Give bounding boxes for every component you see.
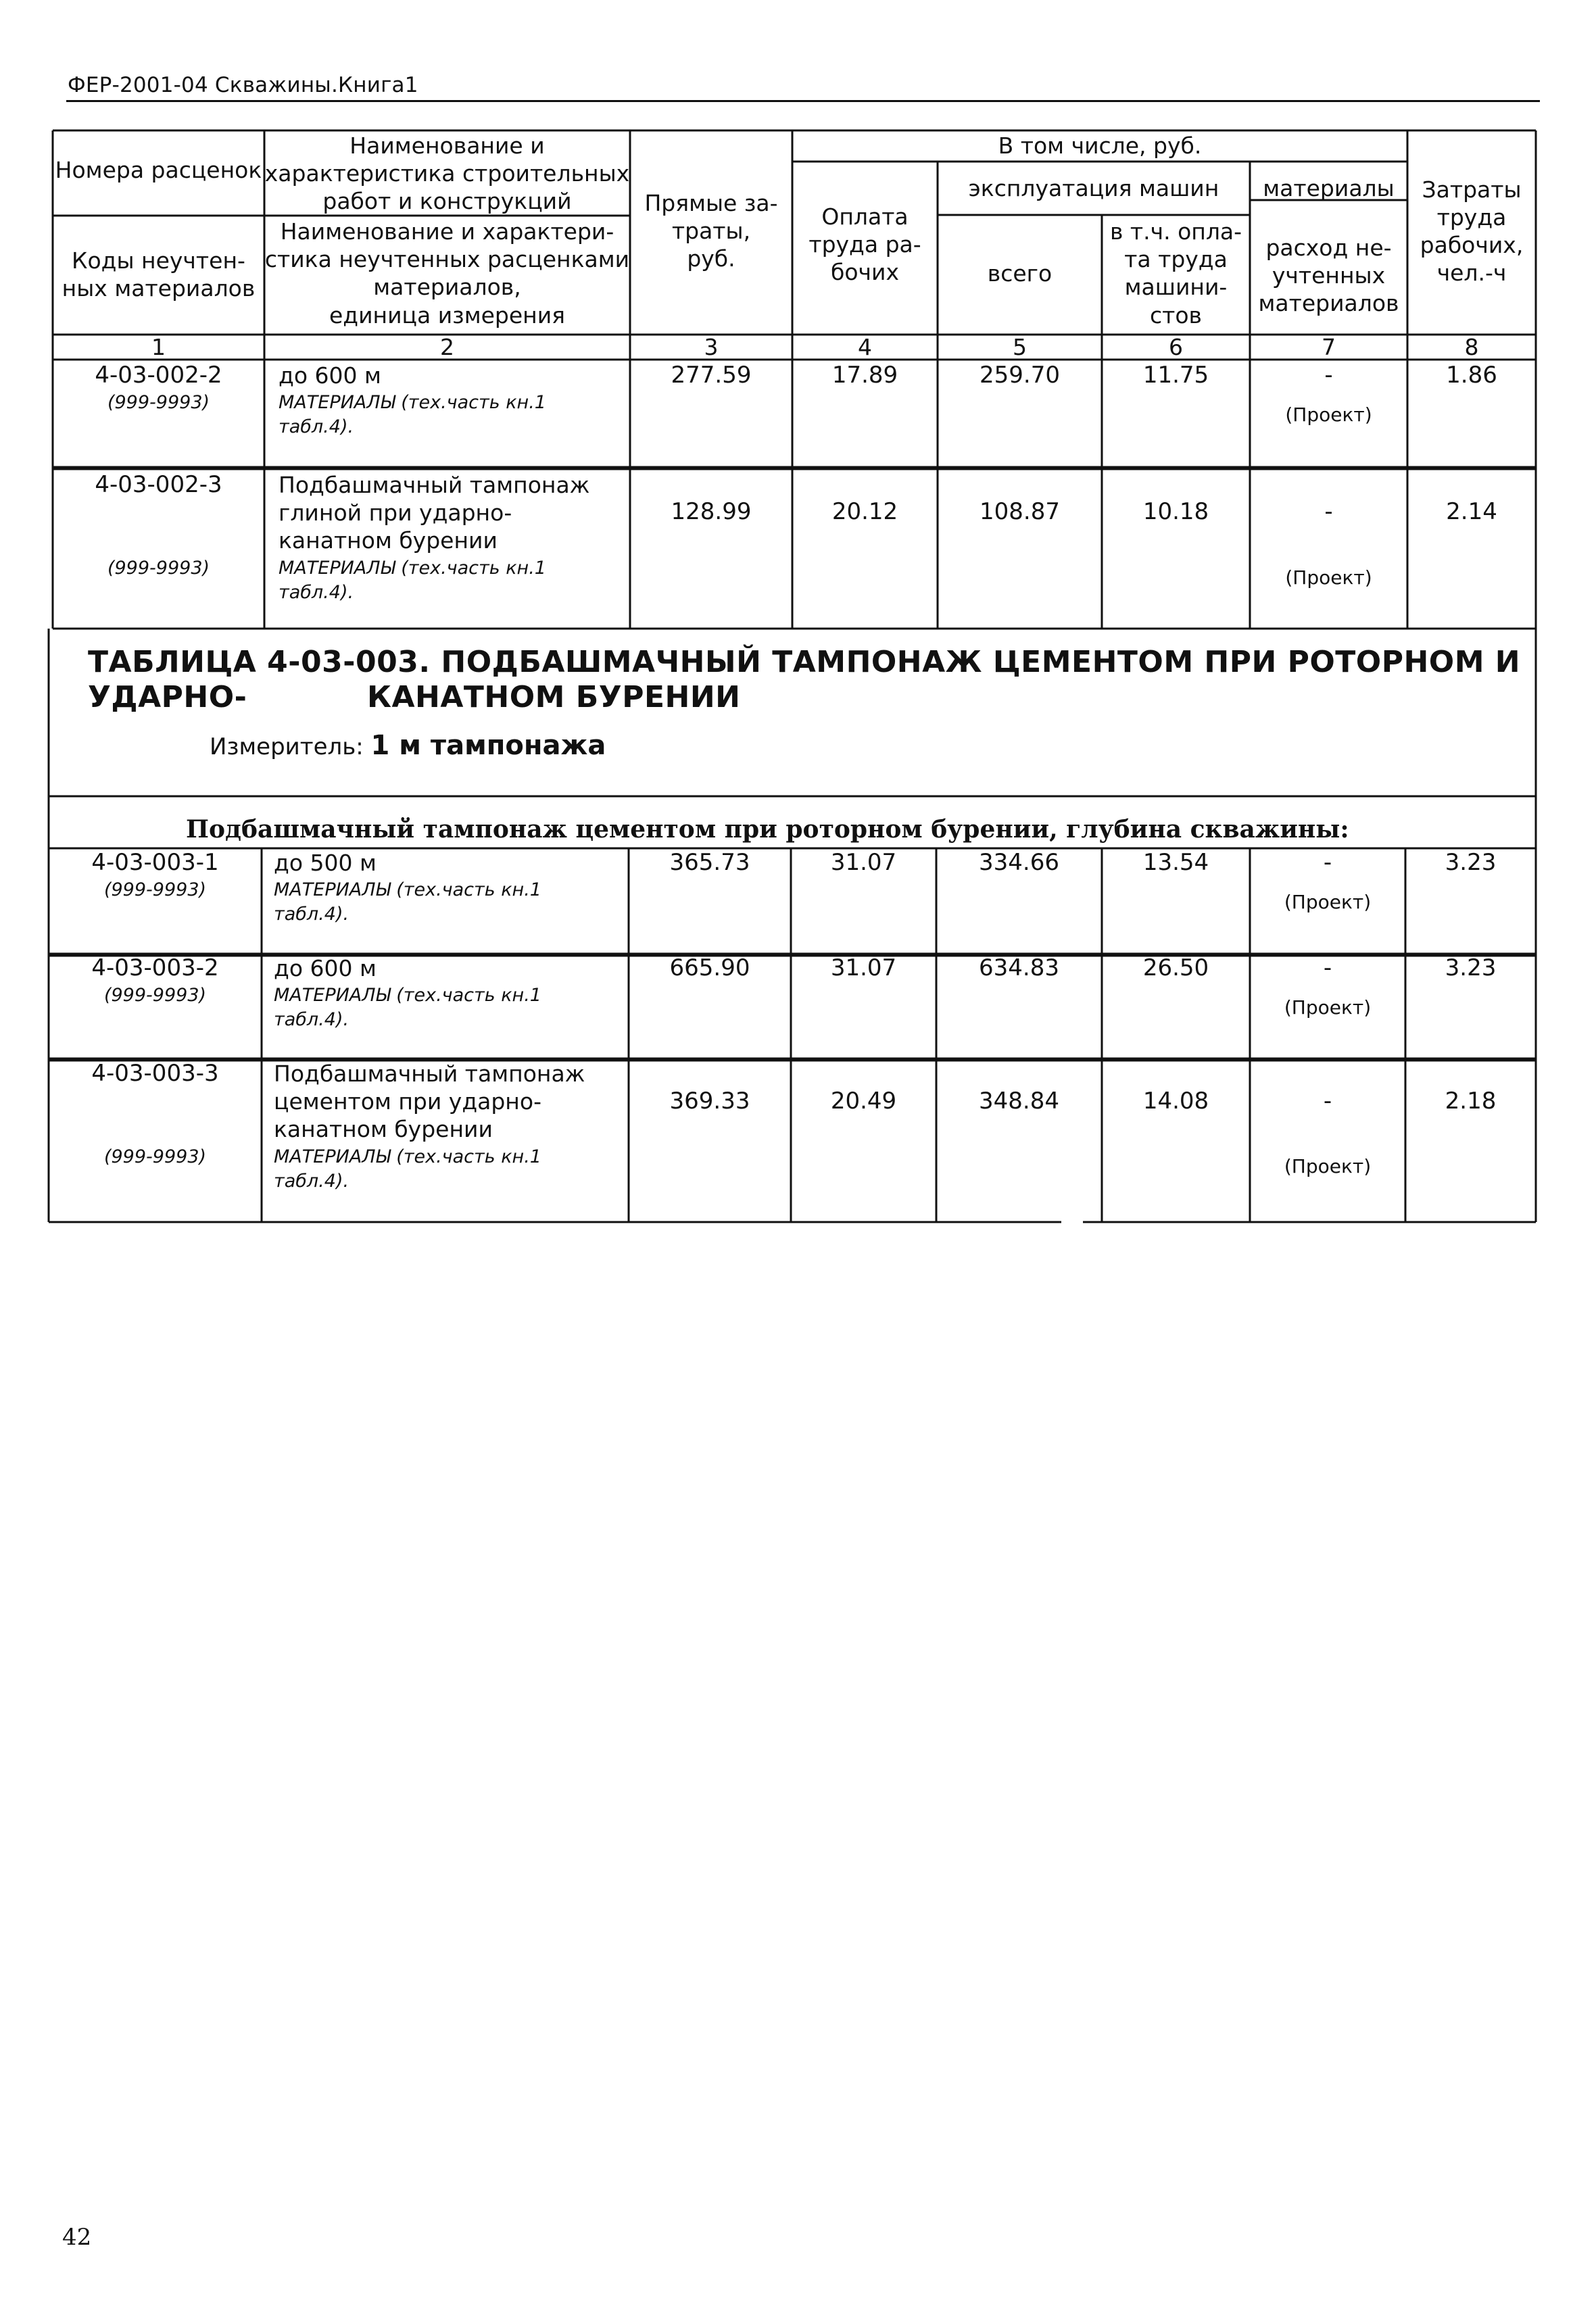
rate-code: 4-03-002-2 xyxy=(95,362,222,389)
materials-project-note: (Проект) xyxy=(1285,566,1372,589)
header-labor-pay-line1: Оплата xyxy=(821,203,909,230)
header-material-codes-line2: ных материалов xyxy=(62,275,256,301)
work-name: до 500 м xyxy=(274,850,377,876)
materials-note: табл.4). xyxy=(279,582,354,603)
work-name: глиной при ударно- xyxy=(279,499,512,526)
work-name: цементом при ударно- xyxy=(274,1088,541,1115)
materials-project-note: (Проект) xyxy=(1284,891,1372,913)
rate-code: 4-03-003-1 xyxy=(91,849,219,876)
direct-costs-value: 277.59 xyxy=(671,362,752,389)
column-number: 6 xyxy=(1169,334,1183,360)
materials-project-note: (Проект) xyxy=(1284,996,1372,1019)
labor-pay-value: 31.07 xyxy=(830,954,897,981)
labor-hours-value: 3.23 xyxy=(1445,954,1497,981)
machines-total-value: 634.83 xyxy=(979,954,1059,981)
machines-total-value: 348.84 xyxy=(979,1088,1059,1115)
column-number: 8 xyxy=(1464,334,1479,360)
header-machines-total: всего xyxy=(987,260,1053,287)
material-code: (999-9993) xyxy=(103,1146,207,1167)
header-machinists-line4: стов xyxy=(1149,302,1202,328)
materials-dash: - xyxy=(1324,362,1333,389)
labor-hours-value: 1.86 xyxy=(1446,362,1497,389)
header-material-name-line2: стика неучтенных расценками xyxy=(264,246,630,272)
material-code: (999-9993) xyxy=(103,879,207,900)
materials-note: МАТЕРИАЛЫ (тех.часть кн.1 xyxy=(279,558,546,579)
material-code: (999-9993) xyxy=(107,558,210,579)
labor-hours-value: 3.23 xyxy=(1445,849,1497,876)
header-machinists-line2: та труда xyxy=(1124,246,1228,272)
header-rate-numbers: Номера расценок xyxy=(55,157,262,183)
labor-hours-value: 2.18 xyxy=(1445,1088,1497,1115)
machinists-value: 10.18 xyxy=(1142,498,1209,525)
labor-pay-value: 31.07 xyxy=(830,849,897,876)
materials-dash: - xyxy=(1323,954,1332,981)
table-title-line2: КАНАТНОМ БУРЕНИИ xyxy=(367,680,741,714)
materials-note: табл.4). xyxy=(274,1009,349,1030)
page-number: 42 xyxy=(62,2224,92,2251)
header-labor-pay-line2: труда ра- xyxy=(808,231,921,258)
header-including-group: В том числе, руб. xyxy=(998,132,1202,159)
header-material-name-line1: Наименование и характери- xyxy=(280,218,614,245)
header-machines-group: эксплуатация машин xyxy=(968,175,1219,201)
rate-code: 4-03-003-2 xyxy=(91,954,219,981)
header-labor-hours-line3: рабочих, xyxy=(1420,232,1524,258)
rate-code: 4-03-003-3 xyxy=(91,1060,219,1087)
work-name: канатном бурении xyxy=(274,1116,493,1142)
materials-note: МАТЕРИАЛЫ (тех.часть кн.1 xyxy=(274,879,541,900)
materials-note: табл.4). xyxy=(279,416,354,437)
materials-project-note: (Проект) xyxy=(1284,1155,1372,1177)
labor-pay-value: 20.12 xyxy=(831,498,898,525)
header-labor-hours-line2: труда xyxy=(1436,204,1507,230)
materials-note: МАТЕРИАЛЫ (тех.часть кн.1 xyxy=(274,985,541,1006)
header-work-name-line2: характеристика строительных xyxy=(264,160,630,187)
machinists-value: 14.08 xyxy=(1142,1088,1209,1115)
machines-total-value: 334.66 xyxy=(979,849,1059,876)
materials-dash: - xyxy=(1323,1088,1332,1115)
unit-value: 1 м тампонажа xyxy=(370,730,606,761)
labor-pay-value: 17.89 xyxy=(831,362,898,389)
materials-dash: - xyxy=(1323,849,1332,876)
section-heading: Подбашмачный тампонаж цементом при роторном бурении, глубина скважины: xyxy=(186,815,1349,844)
column-number: 1 xyxy=(151,334,166,360)
header-labor-hours-line1: Затраты xyxy=(1422,176,1522,203)
machines-total-value: 259.70 xyxy=(980,362,1060,389)
header-material-codes-line1: Коды неучтен- xyxy=(72,247,245,274)
header-machinists-line1: в т.ч. опла- xyxy=(1109,218,1242,245)
header-materials-group: материалы xyxy=(1263,175,1395,201)
header-materials-usage-line1: расход не- xyxy=(1265,235,1392,261)
rate-code: 4-03-002-3 xyxy=(95,471,222,498)
header-work-name-line1: Наименование и xyxy=(349,132,545,159)
header-labor-pay-line3: бочих xyxy=(830,259,899,285)
materials-note: МАТЕРИАЛЫ (тех.часть кн.1 xyxy=(279,392,546,413)
column-number: 2 xyxy=(440,334,454,360)
header-material-name-line4: единица измерения xyxy=(329,302,566,328)
unit-label: Измеритель: xyxy=(210,733,364,760)
work-name: до 600 м xyxy=(279,362,381,389)
direct-costs-value: 365.73 xyxy=(669,849,750,876)
direct-costs-value: 665.90 xyxy=(669,954,750,981)
table-title-line1: ТАБЛИЦА 4-03-003. ПОДБАШМАЧНЫЙ ТАМПОНАЖ ЦЕМЕНТОМ ПРИ РОТОРНОМ И УДАРНО- xyxy=(88,645,1521,714)
column-number: 3 xyxy=(704,334,719,360)
work-name: до 600 м xyxy=(274,955,377,981)
materials-project-note: (Проект) xyxy=(1285,404,1372,426)
header-direct-costs-line2: траты, xyxy=(671,218,751,244)
machinists-value: 26.50 xyxy=(1142,954,1209,981)
materials-note: табл.4). xyxy=(274,1171,349,1192)
machinists-value: 11.75 xyxy=(1142,362,1209,389)
header-material-name-line3: материалов, xyxy=(373,274,521,300)
work-name: Подбашмачный тампонаж xyxy=(274,1061,585,1087)
machinists-value: 13.54 xyxy=(1142,849,1209,876)
header-direct-costs-line1: Прямые за- xyxy=(644,190,778,216)
materials-dash: - xyxy=(1324,498,1333,525)
machines-total-value: 108.87 xyxy=(980,498,1060,525)
header-direct-costs-line3: руб. xyxy=(687,245,735,272)
unit-of-measure xyxy=(210,730,606,761)
materials-note: МАТЕРИАЛЫ (тех.часть кн.1 xyxy=(274,1146,541,1167)
labor-hours-value: 2.14 xyxy=(1446,498,1497,525)
header-labor-hours-line4: чел.-ч xyxy=(1436,260,1507,286)
header-materials-usage-line3: материалов xyxy=(1258,290,1399,316)
column-number: 5 xyxy=(1013,334,1027,360)
material-code: (999-9993) xyxy=(107,392,210,413)
direct-costs-value: 369.33 xyxy=(669,1088,750,1115)
work-name: канатном бурении xyxy=(279,527,498,554)
work-name: Подбашмачный тампонаж xyxy=(279,472,590,498)
materials-note: табл.4). xyxy=(274,904,349,925)
direct-costs-value: 128.99 xyxy=(671,498,752,525)
column-number: 4 xyxy=(858,334,872,360)
header-machinists-line3: машини- xyxy=(1124,274,1228,300)
running-head: ФЕР-2001-04 Скважины.Книга1 xyxy=(68,73,418,97)
column-number: 7 xyxy=(1322,334,1336,360)
header-materials-usage-line2: учтенных xyxy=(1272,262,1386,289)
header-work-name-line3: работ и конструкций xyxy=(322,188,572,214)
material-code: (999-9993) xyxy=(103,985,207,1006)
labor-pay-value: 20.49 xyxy=(830,1088,897,1115)
